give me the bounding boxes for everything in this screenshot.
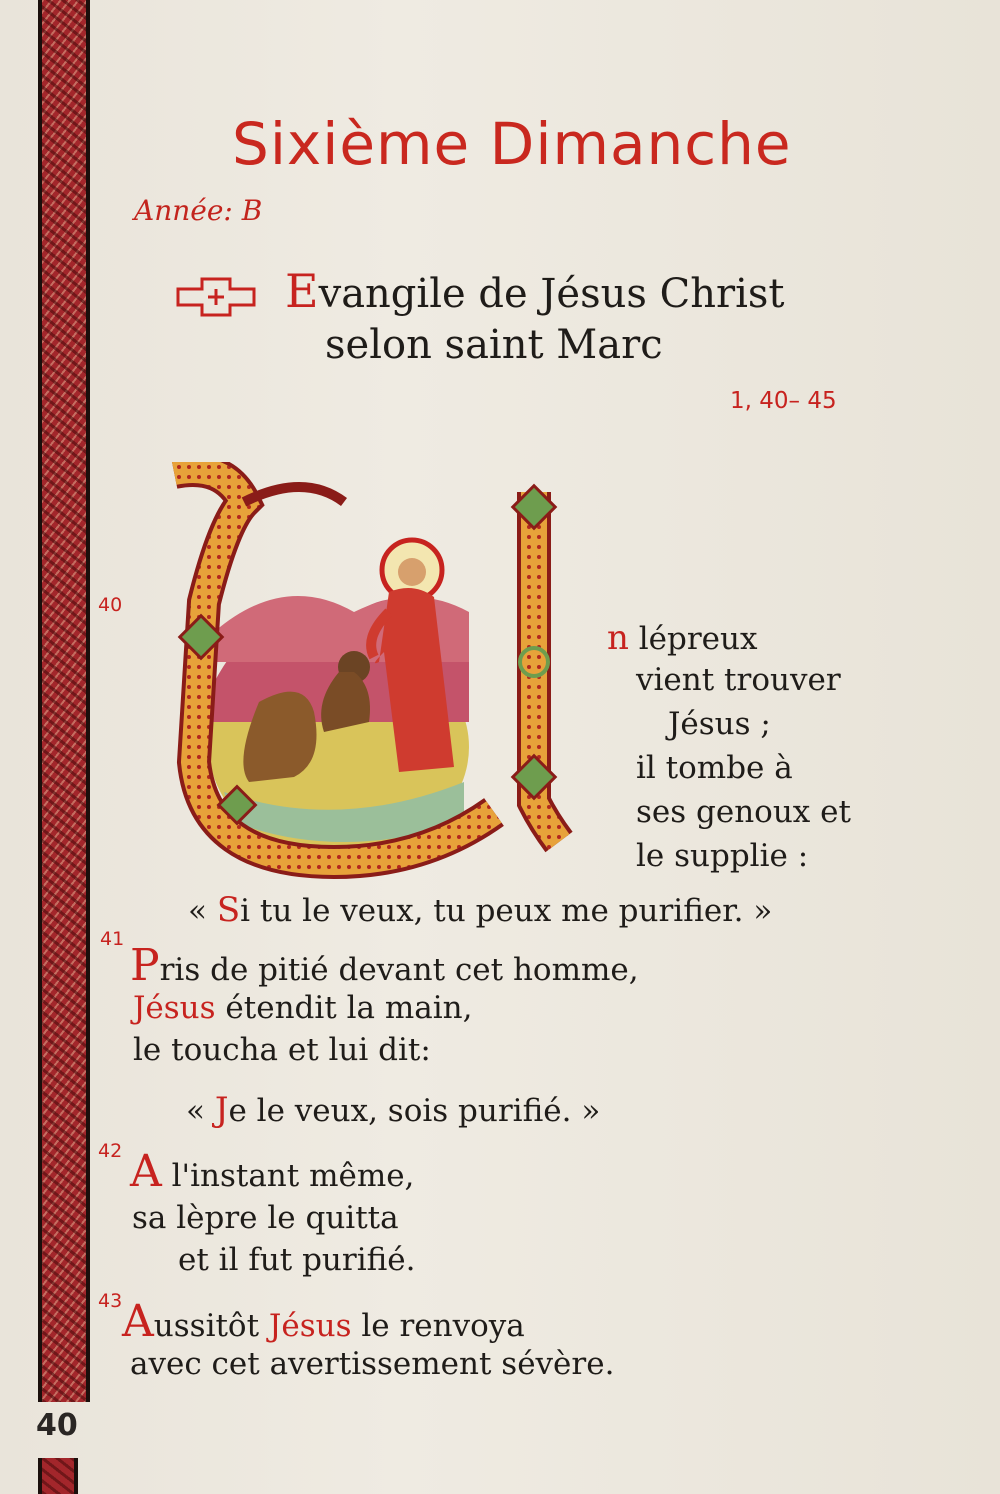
verse-41-text-1: ris de pitié devant cet homme, bbox=[159, 952, 639, 988]
verse-41-line-2 bbox=[133, 990, 472, 1026]
page-title: Sixième Dimanche bbox=[232, 110, 792, 178]
verse-number-40: 40 bbox=[98, 594, 123, 616]
quote-2-text: e le veux, sois purifié. » bbox=[228, 1093, 601, 1129]
quote-1-initial: S bbox=[216, 890, 241, 930]
quote-2 bbox=[186, 1090, 600, 1130]
gospel-heading-initial: E bbox=[285, 264, 319, 318]
verse-41-line-3: le toucha et lui dit: bbox=[133, 1032, 431, 1068]
verse-40-line-5: ses genoux et bbox=[636, 794, 851, 830]
verse-42-line-2: sa lèpre le quitta bbox=[132, 1200, 399, 1236]
verse-43-line-1 bbox=[122, 1296, 525, 1347]
verse-43-text-1b: le renvoya bbox=[351, 1308, 525, 1344]
verse-40-line-6: le supplie : bbox=[636, 838, 809, 874]
decorative-border-bottom bbox=[38, 1458, 78, 1494]
decorative-border bbox=[38, 0, 90, 1402]
gospel-heading bbox=[285, 264, 785, 318]
verse-40-line-3: Jésus ; bbox=[668, 706, 771, 742]
verse-number-43: 43 bbox=[98, 1290, 123, 1312]
verse-43-text-1: ussitôt bbox=[153, 1308, 269, 1344]
verse-40-line-1 bbox=[607, 618, 757, 658]
verse-number-42: 42 bbox=[98, 1140, 123, 1162]
gospel-heading-text: vangile de Jésus Christ bbox=[318, 271, 785, 317]
quote-1-open: « bbox=[188, 893, 217, 929]
verse-43-jesus: Jésus bbox=[268, 1308, 352, 1344]
verse-42-line-3: et il fut purifié. bbox=[178, 1242, 416, 1278]
year-label: Année: B bbox=[134, 194, 263, 227]
illuminated-initial-image bbox=[164, 462, 584, 882]
cross-icon bbox=[176, 277, 256, 317]
verse-40-text-1: lépreux bbox=[628, 621, 758, 657]
page-number: 40 bbox=[36, 1408, 78, 1443]
scripture-reference: 1, 40– 45 bbox=[730, 388, 837, 414]
verse-43-initial: A bbox=[122, 1296, 154, 1347]
verse-40-initial: n bbox=[607, 618, 629, 658]
quote-1 bbox=[188, 890, 772, 930]
verse-41-text-2: étendit la main, bbox=[215, 990, 473, 1026]
verse-42-text-1: l'instant même, bbox=[161, 1158, 415, 1194]
verse-41-line-1 bbox=[130, 940, 639, 991]
verse-41-initial: P bbox=[130, 940, 160, 991]
quote-2-initial: J bbox=[214, 1090, 229, 1130]
quote-2-open: « bbox=[186, 1093, 215, 1129]
verse-43-line-2: avec cet avertissement sévère. bbox=[130, 1346, 615, 1382]
gospel-subheading: selon saint Marc bbox=[325, 322, 663, 368]
verse-number-41: 41 bbox=[100, 928, 125, 950]
quote-1-text: i tu le veux, tu peux me purifier. » bbox=[240, 893, 773, 929]
verse-42-initial: A bbox=[130, 1146, 162, 1197]
verse-40-line-2: vient trouver bbox=[636, 662, 841, 698]
verse-42-line-1 bbox=[130, 1146, 414, 1197]
verse-40-line-4: il tombe à bbox=[636, 750, 793, 786]
verse-41-jesus: Jésus bbox=[133, 990, 216, 1026]
